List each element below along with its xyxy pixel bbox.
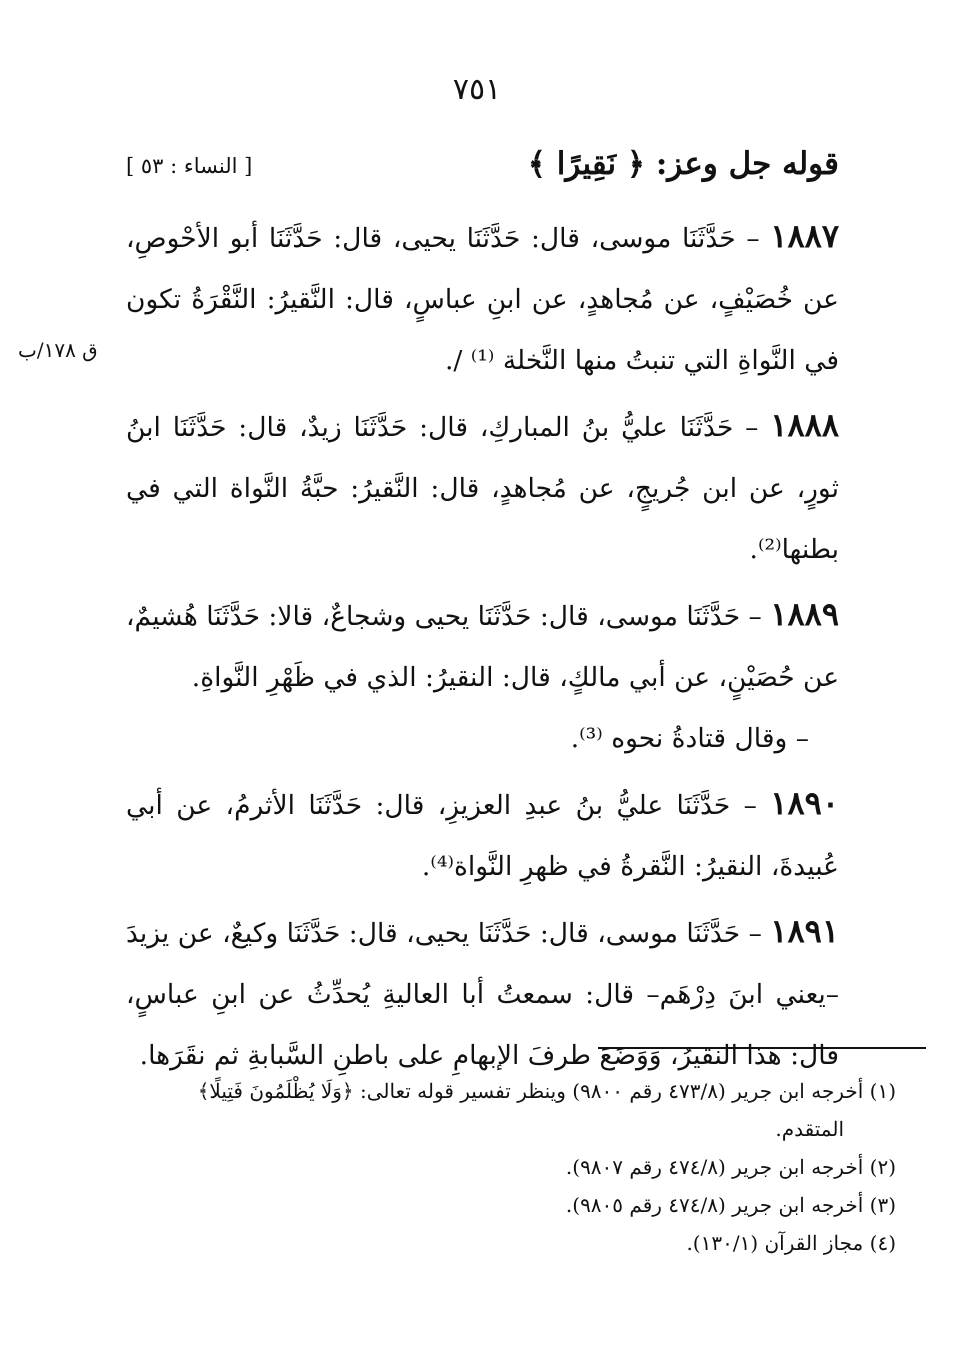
entry-text: – حَدَّثَنَا موسى، قال: حَدَّثَنَا يحيى، قال: حَدَّثَنَا أبو الأحْوصِ، عن خُصَيْفٍ، عن مُجاهدٍ، عن ابنِ عباسٍ، قال: النَّقيرُ: النَّقْرَةُ تكون في النَّواةِ التي تنبتُ منها النَّخلة ⁽¹⁾ /. bbox=[126, 223, 839, 376]
entry-text: – حَدَّثَنَا عليُّ بنُ عبدِ العزيزِ، قال: حَدَّثَنَا الأثرمُ، عن أبي عُبيدةَ، النقيرُ: النَّقرةُ في ظهرِ النَّواة⁽⁴⁾. bbox=[126, 790, 839, 882]
entry-number: ١٨٨٨ bbox=[770, 406, 839, 444]
hadith-entry bbox=[126, 395, 839, 580]
footnote: (٤) مجاز القرآن (١٣٠/١). bbox=[686, 1231, 896, 1255]
section-heading-row bbox=[126, 146, 839, 196]
hadith-entry bbox=[126, 206, 839, 391]
hadith-entry bbox=[126, 773, 839, 897]
section-heading: قوله جل وعز: ﴿ نَقِيرًا ﴾ bbox=[527, 146, 839, 182]
footnote: (١) أخرجه ابن جرير (٤٧٣/٨ رقم ٩٨٠٠) وينظر تفسير قوله تعالى: ﴿وَلَا يُظْلَمُونَ فَتِيلًا﴾ bbox=[197, 1079, 896, 1103]
entry-text: – حَدَّثَنَا موسى، قال: حَدَّثَنَا يحيى وشجاعٌ، قالا: حَدَّثَنَا هُشيمٌ، عن حُصَيْنٍ، عن أبي مالكٍ، قال: النقيرُ: الذي في ظَهْرِ النَّواةِ. bbox=[126, 601, 839, 693]
entry-text: – حَدَّثَنَا عليُّ بنُ المباركِ، قال: حَدَّثَنَا زيدٌ، قال: حَدَّثَنَا ابنُ ثورٍ، عن ابن جُريجٍ، عن مُجاهدٍ، قال: النَّقيرُ: حبَّةُ النَّواة التي في بطنها⁽²⁾. bbox=[126, 412, 839, 565]
page-number: ٧٥١ bbox=[452, 72, 502, 107]
entry-number: ١٨٨٩ bbox=[770, 595, 839, 633]
footnote-continuation: المتقدم. bbox=[775, 1117, 844, 1141]
footnote-separator bbox=[598, 1047, 926, 1049]
entry-number: ١٨٨٧ bbox=[770, 217, 839, 255]
entry-addendum: – وقال قتادةُ نحوه ⁽³⁾. bbox=[570, 723, 809, 754]
hadith-entry bbox=[126, 584, 839, 769]
footnote: (٣) أخرجه ابن جرير (٤٧٤/٨ رقم ٩٨٠٥). bbox=[565, 1193, 896, 1217]
footnote: (٢) أخرجه ابن جرير (٤٧٤/٨ رقم ٩٨٠٧). bbox=[565, 1155, 896, 1179]
main-text bbox=[126, 206, 839, 1090]
entry-number: ١٨٩١ bbox=[770, 912, 839, 950]
hadith-entry bbox=[126, 901, 839, 1086]
entry-number: ١٨٩٠ bbox=[770, 784, 839, 822]
footnotes bbox=[126, 1072, 896, 1262]
manuscript-folio-note: ق ١٧٨/ب bbox=[18, 338, 98, 362]
surah-reference: [ النساء : ٥٣ ] bbox=[126, 154, 253, 178]
entry-text: – حَدَّثَنَا موسى، قال: حَدَّثَنَا يحيى، قال: حَدَّثَنَا وكيعٌ، عن يزيدَ –يعني ابنَ دِرْهَم– قال: سمعتُ أبا العاليةِ يُحدِّثُ عن ابنِ عباسٍ، قال: هذا النقيرُ، وَوَضَعَ طرفَ الإبهامِ على باطنِ السَّبابةِ ثم نقَرَها. bbox=[126, 918, 839, 1071]
